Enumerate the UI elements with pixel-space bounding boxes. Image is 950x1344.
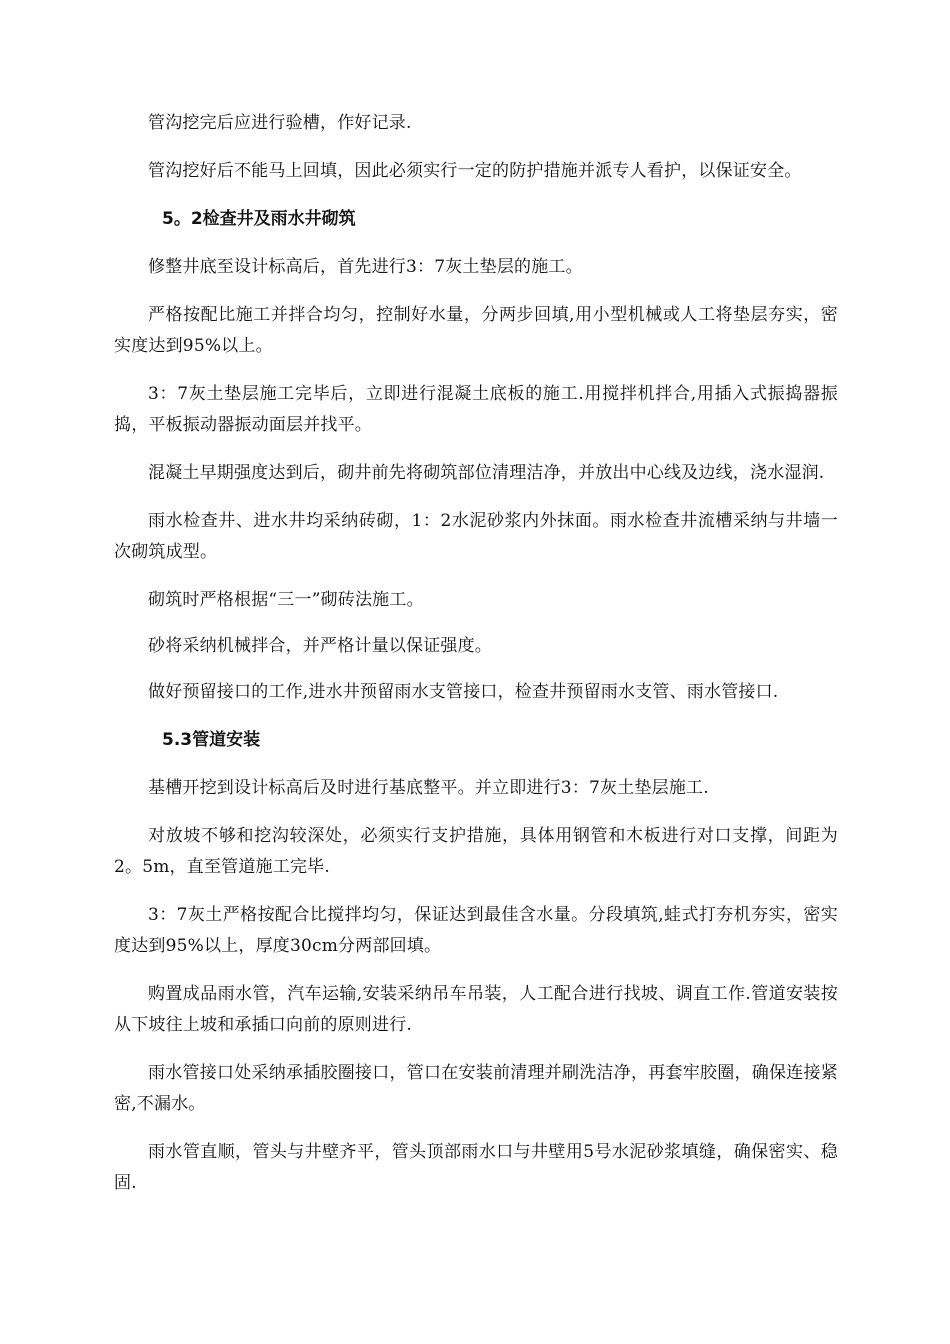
- paragraph: 雨水管直顺，管头与井壁齐平，管头顶部雨水口与井壁用5号水泥砂浆填缝，确保密实、稳固.: [114, 1142, 838, 1193]
- paragraph: 管沟挖好后不能马上回填，因此必须实行一定的防护措施并派专人看护，以保证安全。: [148, 161, 802, 181]
- document-body: [114, 108, 838, 1199]
- paragraph: 基槽开挖到设计标高后及时进行基底整平。并立即进行3：7灰土垫层施工.: [148, 778, 709, 798]
- paragraph: 做好预留接口的工作,进水井预留雨水支管接口，检查井预留雨水支管、雨水管接口.: [148, 682, 779, 702]
- section-heading: 5.3管道安装: [162, 730, 261, 750]
- paragraph: 砂将采纳机械拌合，并严格计量以保证强度。: [148, 636, 492, 656]
- paragraph: 3：7灰土垫层施工完毕后，立即进行混凝土底板的施工.用搅拌机拌合,用插入式振捣器振捣，平板振动器振动面层并找平。: [114, 384, 838, 435]
- paragraph: 雨水管接口处采纳承插胶圈接口，管口在安装前清理并刷洗洁净，再套牢胶圈，确保连接紧密,不漏水。: [114, 1063, 838, 1114]
- paragraph: 对放坡不够和挖沟较深处，必须实行支护措施，具体用钢管和木板进行对口支撑，间距为2。5m，直至管道施工完毕.: [114, 826, 838, 877]
- paragraph: 管沟挖完后应进行验槽，作好记录.: [148, 113, 412, 133]
- section-heading: 5。2检查井及雨水井砌筑: [162, 209, 356, 229]
- paragraph: 砌筑时严格根据“三一”砌砖法施工。: [148, 590, 424, 610]
- paragraph: 混凝土早期强度达到后，砌井前先将砌筑部位清理洁净，并放出中心线及边线，浇水湿润.: [148, 463, 825, 483]
- paragraph: 修整井底至设计标高后，首先进行3：7灰土垫层的施工。: [148, 257, 583, 277]
- paragraph: 3：7灰土严格按配合比搅拌均匀，保证达到最佳含水量。分段填筑,蛙式打夯机夯实，密实度达到95%以上，厚度30cm分两部回填。: [114, 905, 838, 956]
- paragraph: 严格按配比施工并拌合均匀，控制好水量，分两步回填,用小型机械或人工将垫层夯实，密实度达到95%以上。: [114, 305, 838, 356]
- paragraph: 雨水检查井、进水井均采纳砖砌，1：2水泥砂浆内外抹面。雨水检查井流槽采纳与井墙一次砌筑成型。: [114, 511, 838, 562]
- paragraph: 购置成品雨水管，汽车运输,安装采纳吊车吊装，人工配合进行找坡、调直工作.管道安装按从下坡往上坡和承插口向前的原则进行.: [114, 984, 838, 1035]
